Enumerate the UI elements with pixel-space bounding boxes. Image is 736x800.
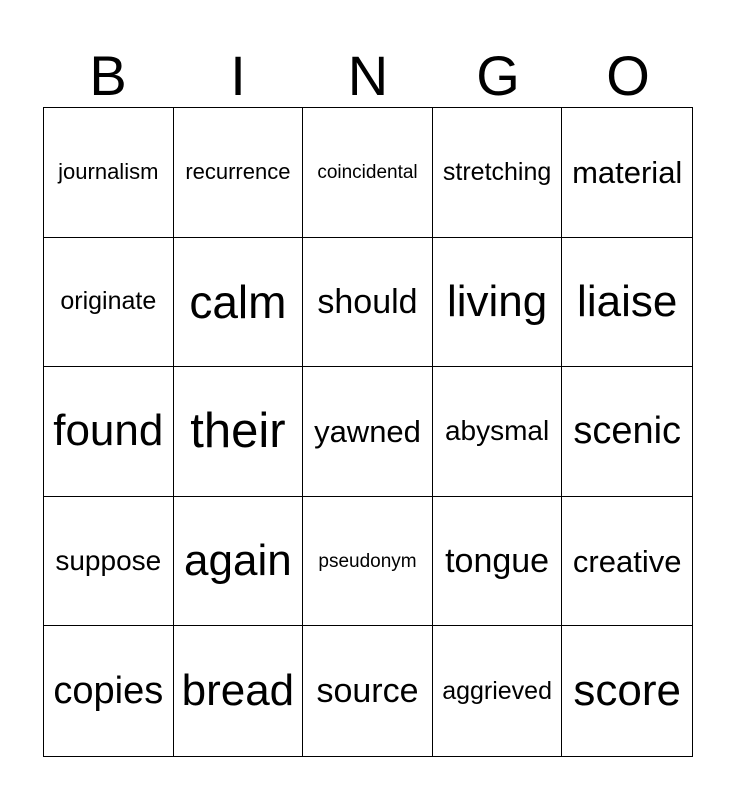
bingo-cell[interactable]	[44, 626, 174, 756]
bingo-cell[interactable]	[303, 626, 433, 756]
cell-word: calm	[189, 275, 287, 328]
bingo-cell[interactable]	[303, 108, 433, 238]
bingo-cell[interactable]	[174, 497, 304, 627]
cell-word: material	[572, 154, 683, 190]
header-letter-b: B	[89, 44, 127, 107]
cell-word: their	[190, 403, 286, 458]
header-letter-g: G	[476, 44, 520, 107]
cell-word: liaise	[577, 276, 678, 326]
cell-word: journalism	[58, 159, 159, 185]
bingo-cell[interactable]	[433, 108, 563, 238]
cell-word: tongue	[445, 542, 550, 581]
cell-word: scenic	[573, 410, 682, 453]
cell-word: coincidental	[317, 161, 418, 183]
cell-word: found	[53, 406, 164, 456]
bingo-cell[interactable]	[44, 367, 174, 497]
bingo-cell[interactable]	[303, 367, 433, 497]
bingo-cell[interactable]	[562, 367, 692, 497]
bingo-cell[interactable]	[562, 626, 692, 756]
bingo-cell[interactable]	[433, 367, 563, 497]
bingo-header	[43, 40, 693, 108]
bingo-cell[interactable]	[433, 626, 563, 756]
cell-word: suppose	[55, 545, 162, 577]
bingo-cell[interactable]	[562, 238, 692, 368]
bingo-cell[interactable]	[174, 238, 304, 368]
bingo-cell[interactable]	[44, 108, 174, 238]
cell-word: source	[316, 672, 419, 711]
cell-word: should	[317, 282, 418, 321]
cell-word: pseudonym	[318, 550, 417, 572]
bingo-cell[interactable]	[562, 108, 692, 238]
cell-word: aggrieved	[442, 676, 552, 705]
header-letter-i: I	[230, 44, 246, 107]
bingo-cell[interactable]	[174, 108, 304, 238]
bingo-board	[43, 107, 693, 757]
cell-word: yawned	[314, 413, 421, 449]
bingo-cell[interactable]	[433, 497, 563, 627]
bingo-cell[interactable]	[562, 497, 692, 627]
cell-word: again	[184, 536, 292, 586]
header-letter-n: N	[347, 44, 389, 107]
cell-word: creative	[572, 543, 682, 579]
cell-word: originate	[60, 287, 157, 316]
bingo-cell[interactable]	[174, 626, 304, 756]
bingo-cell[interactable]	[433, 238, 563, 368]
cell-word: stretching	[442, 157, 552, 186]
cell-word: bread	[181, 666, 295, 716]
cell-word: score	[573, 666, 681, 716]
bingo-cell[interactable]	[303, 497, 433, 627]
bingo-cell[interactable]	[303, 238, 433, 368]
bingo-cell[interactable]	[174, 367, 304, 497]
bingo-cell[interactable]	[44, 238, 174, 368]
bingo-cell[interactable]	[44, 497, 174, 627]
cell-word: recurrence	[185, 159, 291, 185]
cell-word: living	[446, 276, 548, 326]
header-letter-o: O	[606, 44, 650, 107]
cell-word: abysmal	[444, 415, 550, 447]
cell-word: copies	[53, 670, 164, 713]
